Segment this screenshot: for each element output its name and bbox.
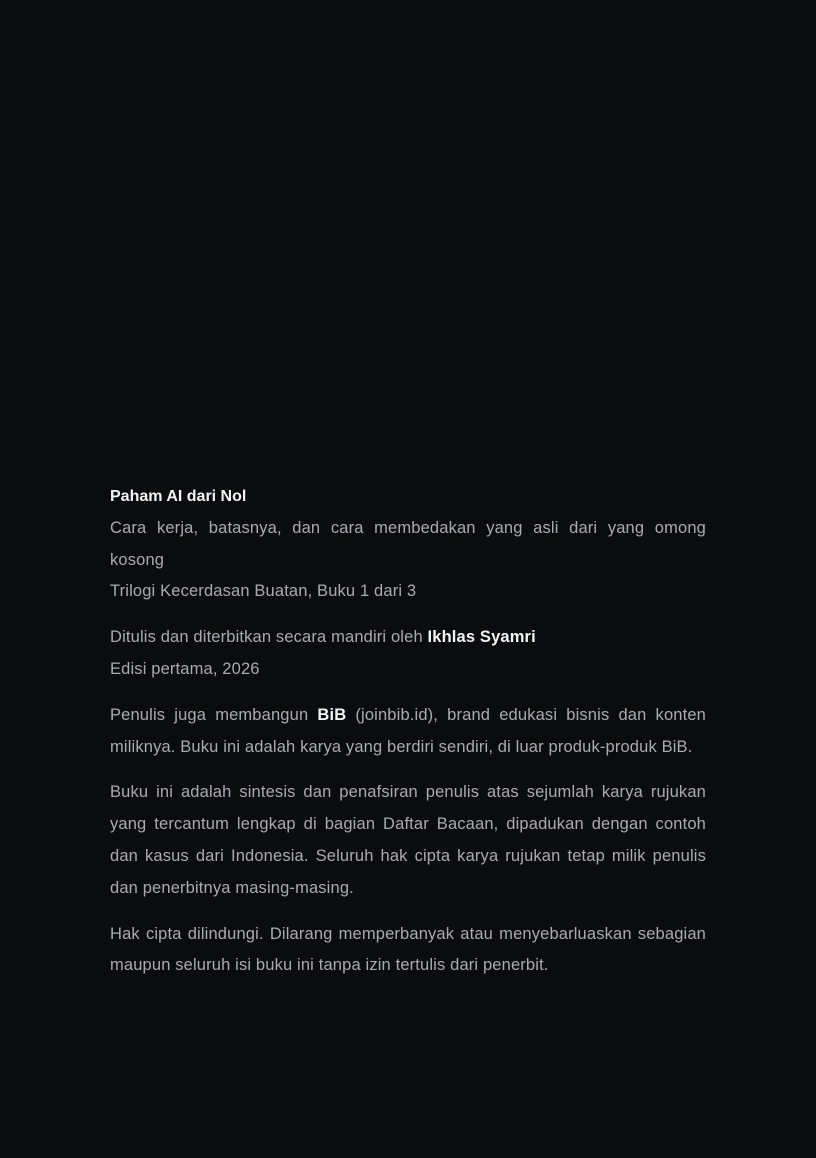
brand-note-before: Penulis juga membangun <box>110 705 318 724</box>
book-title: Paham AI dari Nol <box>110 488 247 505</box>
publisher-prefix: Ditulis dan diterbitkan secara mandiri oleh <box>110 628 428 647</box>
colophon-block <box>110 481 706 982</box>
author-name: Ikhlas Syamri <box>427 628 536 647</box>
brand-note-after: (joinbib.id), brand edukasi bisnis dan konten miliknya. Buku ini adalah karya yang berdiri sendiri, di luar produk-produk BiB. <box>110 705 706 756</box>
publisher-line <box>110 622 706 654</box>
series-line: Trilogi Kecerdasan Buatan, Buku 1 dari 3 <box>110 582 417 601</box>
copyright-note: Hak cipta dilindungi. Dilarang memperbanyak atau menyebarluaskan sebagian maupun seluruh isi buku ini tanpa izin tertulis dari penerbit. <box>110 924 706 975</box>
sources-note: Buku ini adalah sintesis dan penafsiran penulis atas sejumlah karya rujukan yang tercantum lengkap di bagian Daftar Bacaan, dipadukan dengan contoh dan kasus dari Indonesia. Seluruh hak cipta karya rujukan tetap milik penulis dan penerbitnya masing-masing. <box>110 783 706 897</box>
brand-note <box>110 700 706 764</box>
brand-name: BiB <box>317 705 347 724</box>
edition-line: Edisi pertama, 2026 <box>110 659 260 678</box>
book-subtitle: Cara kerja, batasnya, dan cara membedakan yang asli dari yang omong kosong <box>110 518 706 569</box>
